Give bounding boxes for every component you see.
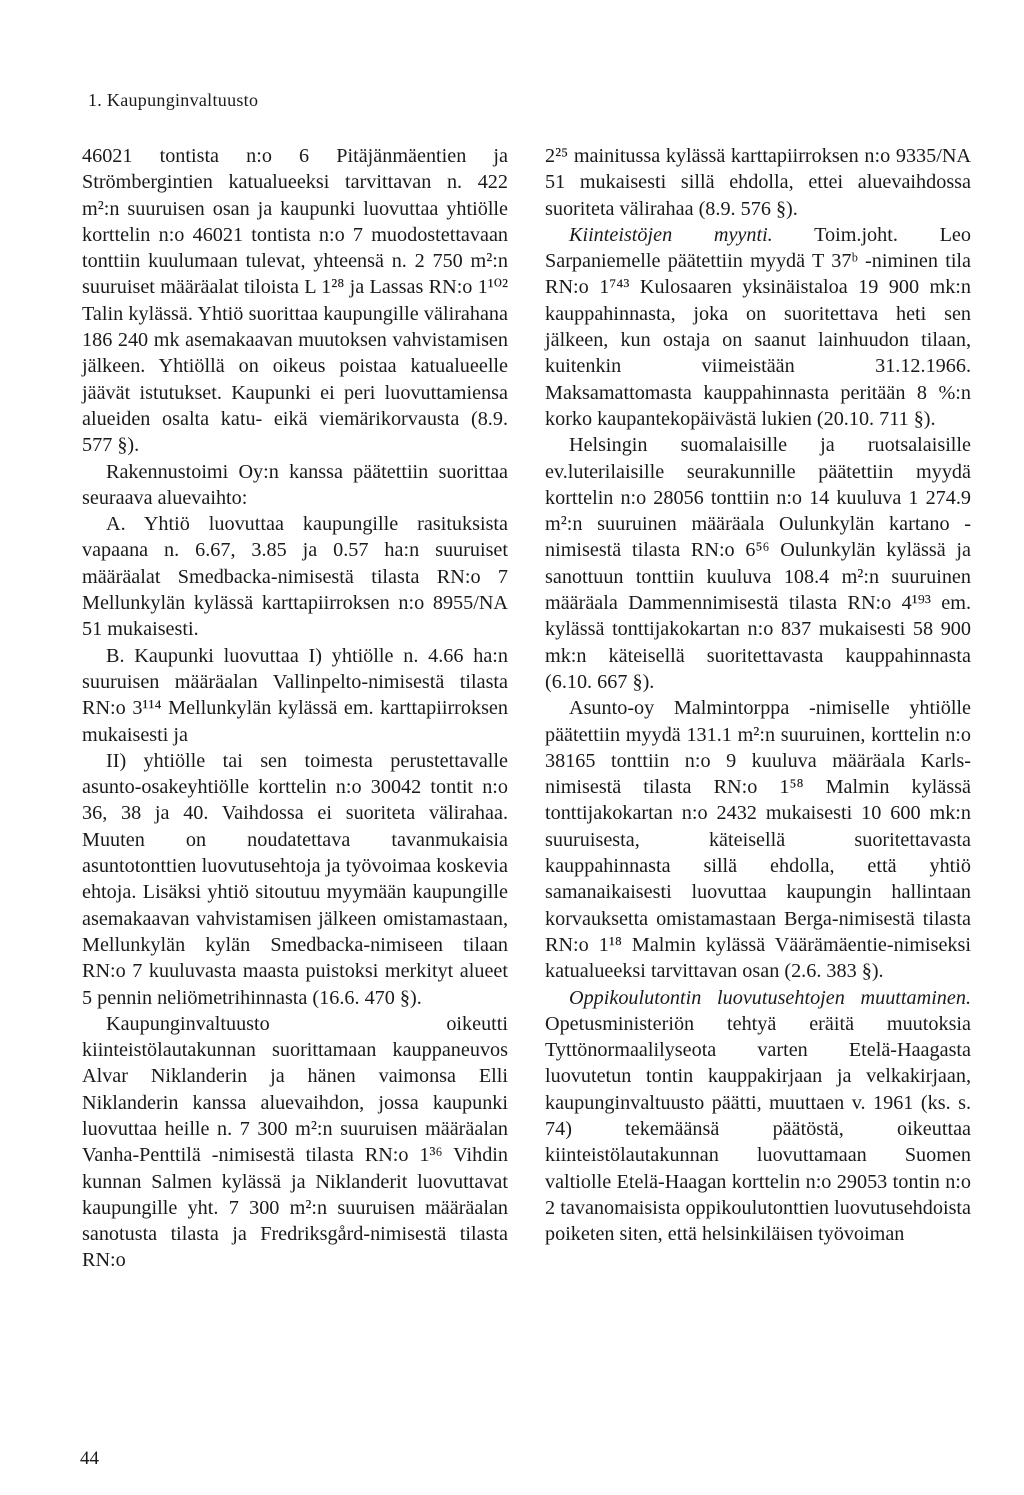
running-header: 1. Kaupunginvaltuusto — [88, 90, 259, 110]
right-column — [545, 143, 971, 1247]
left-paragraph-2: Rakennustoimi Oy:n kanssa päätettiin suorittaa seuraava aluevaihto: — [82, 460, 508, 509]
right-paragraph-5-body: Opetusministeriön tehtyä eräitä muutoksia Tyttönormaalilyseota varten Etelä-Haagasta luovutetun tontin kauppakirjaan ja velkakirjaan, kaupunginvaltuusto päätti, muuttaen v. 1961 (ks. s. 74) tekemäänsä päätöstä, oikeuttaa kiinteistölautakunnan luovuttamaan Suomen valtiolle Etelä-Haagan korttelin n:o 29053 tontin n:o 2 tavanomaisista oppikoulutonttien luovutusehdoista poiketen siten, että helsinkiläisen työvoiman — [545, 1012, 971, 1246]
left-paragraph-4: B. Kaupunki luovuttaa I) yhtiölle n. 4.66 ha:n suuruisen määräalan Vallinpelto-nimisestä tilasta RN:o 3¹¹⁴ Mellunkylän kylässä em. karttapiirroksen mukaisesti ja — [82, 644, 508, 746]
left-paragraph-1: 46021 tontista n:o 6 Pitäjänmäentien ja Strömbergintien katualueeksi tarvittavan n. 422 m²:n suuruisen osan ja kaupunki luovuttaa yhtiölle korttelin n:o 46021 tontista n:o 7 muodostettavaan tonttiin kuulumaan tulevat, yhteensä n. 2 750 m²:n suuruiset määräalat tiloista L 1²⁸ ja Lassas RN:o 1¹⁰² Talin kylässä. Yhtiö suorittaa kaupungille välirahana 186 240 mk asemakaavan muutoksen vahvistamisen jälkeen. Yhtiöllä on oikeus poistaa katualueelle jäävät istutukset. Kaupunki ei peri luovuttamiensa alueiden osalta katu- eikä viemärikorvausta (8.9. 577 §). — [82, 145, 508, 457]
right-paragraph-2 — [545, 222, 971, 432]
right-paragraph-2-body: Toim.joht. Leo Sarpaniemelle päätettiin myydä T 37ᵇ -niminen tila RN:o 1⁷⁴³ Kulosaaren yksinäistaloa 19 900 mk:n kauppahinnasta, joka on suoritettava heti sen jälkeen, kun ostaja on saanut lainhuudon tilaan, kuitenkin viimeistään 31.12.1966. Maksamattomasta kauppahinnasta peritään 8 %:n korko kaupantekopäivästä lukien (20.10. 711 §). — [545, 223, 971, 430]
right-paragraph-4: Asunto-oy Malmintorppa -nimiselle yhtiölle päätettiin myydä 131.1 m²:n suuruinen, korttelin n:o 38165 tonttiin n:o 9 kuuluva määräala Karls-nimisestä tilasta RN:o 1⁵⁸ Malmin kylässä tonttijakokartan n:o 2432 mukaisesti 10 600 mk:n suuruisesta, käteisellä suoritettavasta kauppahinnasta sillä ehdolla, että yhtiö samanaikaisesti luovuttaa kaupungin hallintaan korvauksetta omistamastaan Berga-nimisestä tilasta RN:o 1¹⁸ Malmin kylässä Väärämäentie-nimiseksi katualueeksi tarvittavan osan (2.6. 383 §). — [545, 697, 971, 983]
right-paragraph-3: Helsingin suomalaisille ja ruotsalaisille ev.luterilaisille seurakunnille päätettiin myydä korttelin n:o 28056 tonttiin n:o 14 kuuluva 1 274.9 m²:n suuruinen määräala Oulunkylän kartano -nimisestä tilasta RN:o 6⁵⁶ Oulunkylän kylässä ja sanottuun tonttiin kuuluva 108.4 m²:n suuruinen määräala Dammennimisestä tilasta RN:o 4¹⁹³ em. kylässä tonttijakokartan n:o 837 mukaisesti 58 900 mk:n käteisellä suoritettavasta kauppahinnasta (6.10. 667 §). — [545, 434, 971, 693]
page-number: 44 — [80, 1448, 99, 1469]
left-paragraph-5: II) yhtiölle tai sen toimesta perustettavalle asunto-osakeyhtiölle korttelin n:o 30042 tontit n:o 36, 38 ja 40. Vaihdossa ei suoriteta välirahaa. Muuten on noudatettava tavanmukaisia asuntotonttien luovutusehtoja ja työvoimaa koskevia ehtoja. Lisäksi yhtiö sitoutuu myymään kaupungille asemakaavan vahvistamisen jälkeen omistamastaan, Mellunkylän kylän Smedbacka-nimiseen tilaan RN:o 7 kuuluvasta maasta puistoksi merkityt alueet 5 pennin neliömetrihinnasta (16.6. 470 §). — [82, 749, 508, 1009]
right-paragraph-1: 2²⁵ mainitussa kylässä karttapiirroksen n:o 9335/NA 51 mukaisesti sillä ehdolla, ettei aluevaihdossa suoriteta välirahaa (8.9. 576 §). — [545, 145, 971, 220]
left-paragraph-6: Kaupunginvaltuusto oikeutti kiinteistölautakunnan suorittamaan kauppaneuvos Alvar Niklanderin ja hänen vaimonsa Elli Niklanderin kanssa aluevaihdon, jossa kaupunki luovuttaa heille n. 7 300 m²:n suuruisen määräalan Vanha-Penttilä -nimisestä tilasta RN:o 1³⁶ Vihdin kunnan Salmen kylässä ja Niklanderit luovuttavat kaupungille yht. 7 300 m²:n suuruisen määräalan sanotusta tilasta ja Fredriksgård-nimisestä tilasta RN:o — [82, 1012, 508, 1272]
left-paragraph-3: A. Yhtiö luovuttaa kaupungille rasituksista vapaana n. 6.67, 3.85 ja 0.57 ha:n suuruiset määräalat Smedbacka-nimisestä tilasta RN:o 7 Mellunkylän kylässä karttapiirroksen n:o 8955/NA 51 mukaisesti. — [82, 513, 508, 641]
section-heading-oppikoulutontin: Oppikoulutontin luovutusehtojen muuttaminen. — [569, 986, 971, 1009]
right-paragraph-5 — [545, 985, 971, 1248]
left-column — [82, 143, 508, 1274]
section-heading-kiinteistojen-myynti: Kiinteistöjen myynti. — [569, 223, 773, 246]
